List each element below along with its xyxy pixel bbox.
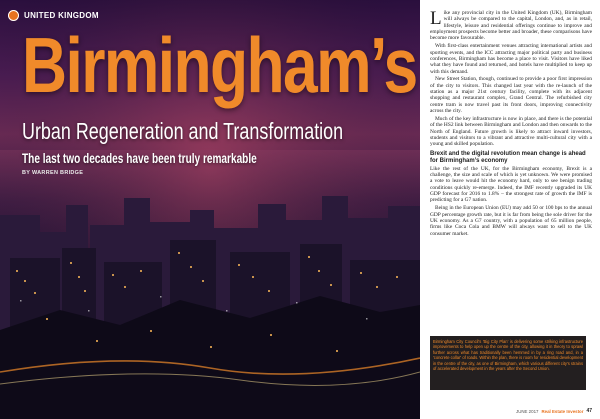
page-number: 47: [586, 408, 592, 414]
article-paragraph-4: Much of the key infrastructure is now in place, and there is the potential of the HS2 link between Birmingham and London and then onwards to the North of England. Future growth is likely to attract inward investors, students and visitors to a vibrant and attractive multi-cultural city with a young and skilled population.: [430, 116, 592, 148]
byline: BY WARREN BRIDGE: [22, 170, 84, 176]
drop-cap: L: [430, 8, 442, 29]
article-paragraph-2: With first-class entertainment venues attracting international artists and sporting events, and the ICC attracting major political party and business conferences, Birmingham has become a place to visit. Visitors have liked what they have found and returned, and hotels have multiplied to keep up with this demand.: [430, 43, 592, 75]
publication-name: Real Estate Investor: [541, 408, 584, 414]
headline: Birmingham’s: [22, 21, 417, 109]
page-footer: [516, 408, 592, 414]
pullout-box: [430, 336, 586, 390]
pullout-text: Birmingham City Council's 'Big City Plan' is delivering some striking infrastructure improvements to help open up the centre of the city, allowing it in theory to sprawl further across what has traditionally been hemmed in by a ring road and, in a 'concrete collar' of roads. Within the plan, there is room for residential development in the centre of the city, as one of Birmingham, which various different city's strains of accelerated development in the years after the Second Union.: [433, 339, 583, 372]
standfirst: The last two decades have been truly remarkable: [22, 150, 257, 166]
article-page: [420, 0, 600, 419]
section-tag: [8, 10, 99, 21]
bullet-dot-icon: [8, 10, 19, 21]
subhead: Urban Regeneration and Transformation: [22, 118, 344, 144]
issue-date: JUNE 2017: [516, 408, 539, 414]
sub-heading: Brexit and the digital revolution mean change is ahead for Birmingham’s economy: [430, 150, 586, 164]
article-paragraph-6: Being in the European Union (EU) may add 50 or 100 bps to the annual GDP percentage growth rate, but it is far from being the sole driver for the UK economy. As a G7 country, with a population of 65 million people, firms like Coca Cola and BMW will always want to sell to the UK consumer market.: [430, 205, 592, 237]
article-paragraph-5: Like the rest of the UK, for the Birmingham economy, Brexit is a challenge, the size and scale of which is yet unknown. We were promised a vote to leave would hit the economy hard, only to see benign trading conditions quickly re-emerge. Indeed, the IMF recently upgraded its UK GDP forecast for 2016 to 1.8% – the strongest rate of growth the IMF is predicting for a G7 nation.: [430, 165, 592, 204]
article-paragraph-3: New Street Station, though, continued to provide a poor first impression of the city to visitors. This changed last year with the re-launch of the station as a major 21st century facility, complete with its adjacent shopping and restaurant complex, Grand Central. The refurbished city centre tram is now travel past its front doors, improving connectivity across the city.: [430, 76, 592, 115]
article-body: [430, 10, 592, 239]
article-paragraph-1: Like any provincial city in the United Kingdom (UK), Birmingham will always be compared to the capital, London, and, as in retail, lifestyle, leisure and residential offerings continue to improve and employment prospects become better and broader, these comparisons have become more favourable.: [430, 8, 592, 42]
section-label: UNITED KINGDOM: [24, 11, 99, 20]
